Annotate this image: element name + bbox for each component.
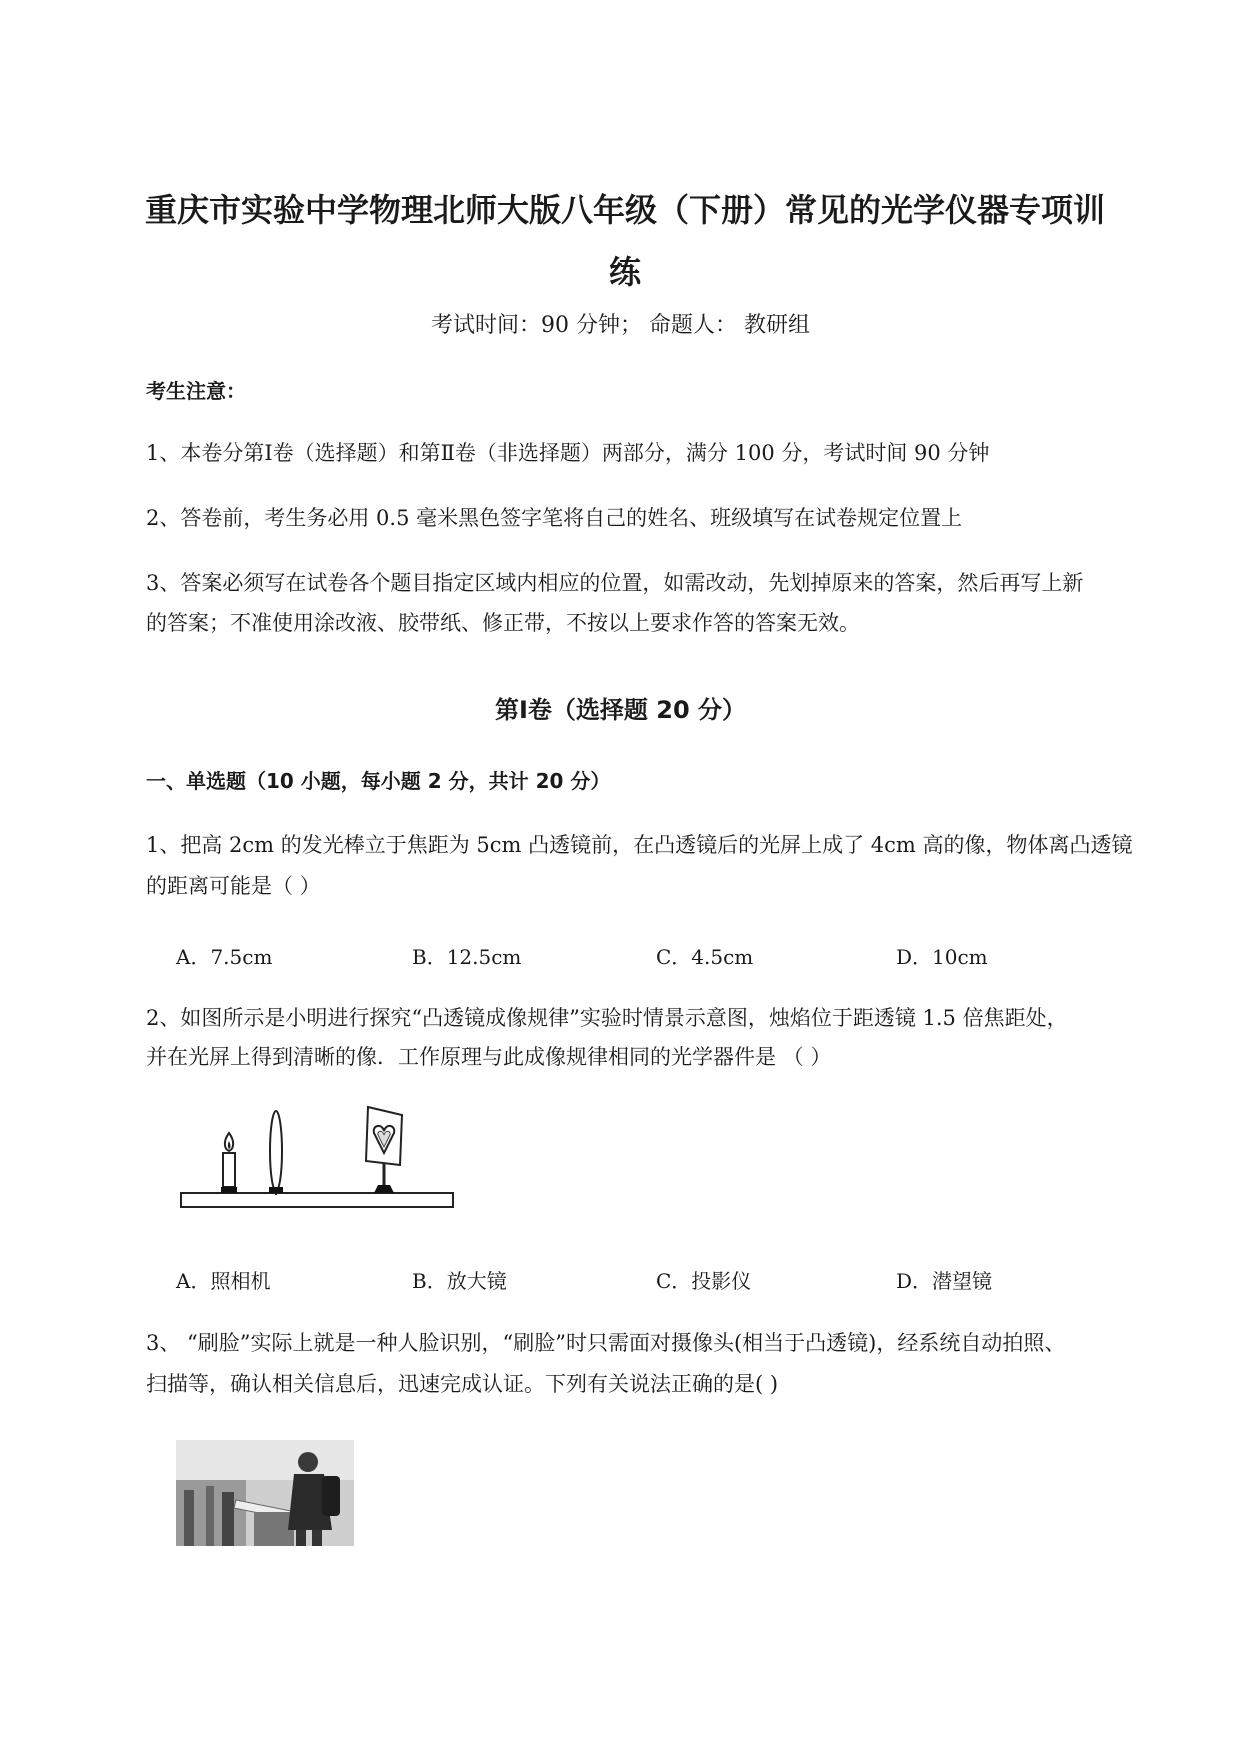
question-1-line-2: 的距离可能是（ ） — [146, 874, 321, 898]
question-2-line-1: 2、如图所示是小明进行探究“凸透镜成像规律”实验时情景示意图，烛焰位于距透镜 1.5 倍焦距处， — [146, 1006, 1068, 1030]
question-2-line-2: 并在光屏上得到清晰的像．工作原理与此成像规律相同的光学器件是 （ ） — [146, 1045, 832, 1069]
exam-title-line-1: 重庆市实验中学物理北师大版八年级（下册）常见的光学仪器专项训 — [144, 191, 1105, 229]
part-heading: 一、单选题（10 小题，每小题 2 分，共计 20 分） — [146, 769, 611, 793]
question-3-line-2: 扫描等，确认相关信息后，迅速完成认证。下列有关说法正确的是( ) — [146, 1372, 779, 1396]
notice-item-3-cont: 的答案；不准使用涂改液、胶带纸、修正带，不按以上要求作答的答案无效。 — [146, 611, 860, 635]
notice-item-2: 2、答卷前，考生务必用 0.5 毫米黑色签字笔将自己的姓名、班级填写在试卷规定位置上 — [146, 506, 963, 530]
question-1-option-a[interactable]: A．7.5cm — [176, 945, 273, 969]
candle-icon — [221, 1133, 237, 1193]
question-1-option-d[interactable]: D．10cm — [896, 945, 988, 969]
notice-item-3: 3、答案必须写在试卷各个题目指定区域内相应的位置，如需改动，先划掉原来的答案，然后再写上新 — [146, 571, 1084, 595]
optical-bench-figure — [176, 1105, 462, 1215]
section-title: 第Ⅰ卷（选择题 20 分） — [494, 696, 747, 724]
notice-heading: 考生注意： — [146, 379, 246, 403]
question-2-option-a[interactable]: A．照相机 — [176, 1269, 271, 1293]
question-3-line-1: 3、 “刷脸”实际上就是一种人脸识别，“刷脸”时只需面对摄像头(相当于凸透镜)，经系统自动拍照、 — [146, 1331, 1066, 1355]
face-recognition-photo — [176, 1440, 354, 1546]
question-1-option-b[interactable]: B．12.5cm — [412, 945, 522, 969]
notice-item-1: 1、本卷分第Ⅰ卷（选择题）和第Ⅱ卷（非选择题）两部分，满分 100 分，考试时间 90 分钟 — [146, 441, 990, 465]
exam-subtitle: 考试时间：90 分钟； 命题人： 教研组 — [431, 313, 810, 338]
exam-title-line-2: 练 — [608, 253, 641, 291]
question-1-line-1: 1、把高 2cm 的发光棒立于焦距为 5cm 凸透镜前，在凸透镜后的光屏上成了 4cm 高的像，物体离凸透镜 — [146, 833, 1133, 857]
question-2-option-d[interactable]: D．潜望镜 — [896, 1269, 993, 1293]
question-2-option-c[interactable]: C．投影仪 — [656, 1269, 752, 1293]
question-1-option-c[interactable]: C．4.5cm — [656, 945, 754, 969]
optical-bench — [181, 1193, 453, 1207]
convex-lens-icon — [269, 1111, 283, 1195]
question-2-option-b[interactable]: B．放大镜 — [412, 1269, 507, 1293]
light-screen-icon — [366, 1107, 402, 1193]
